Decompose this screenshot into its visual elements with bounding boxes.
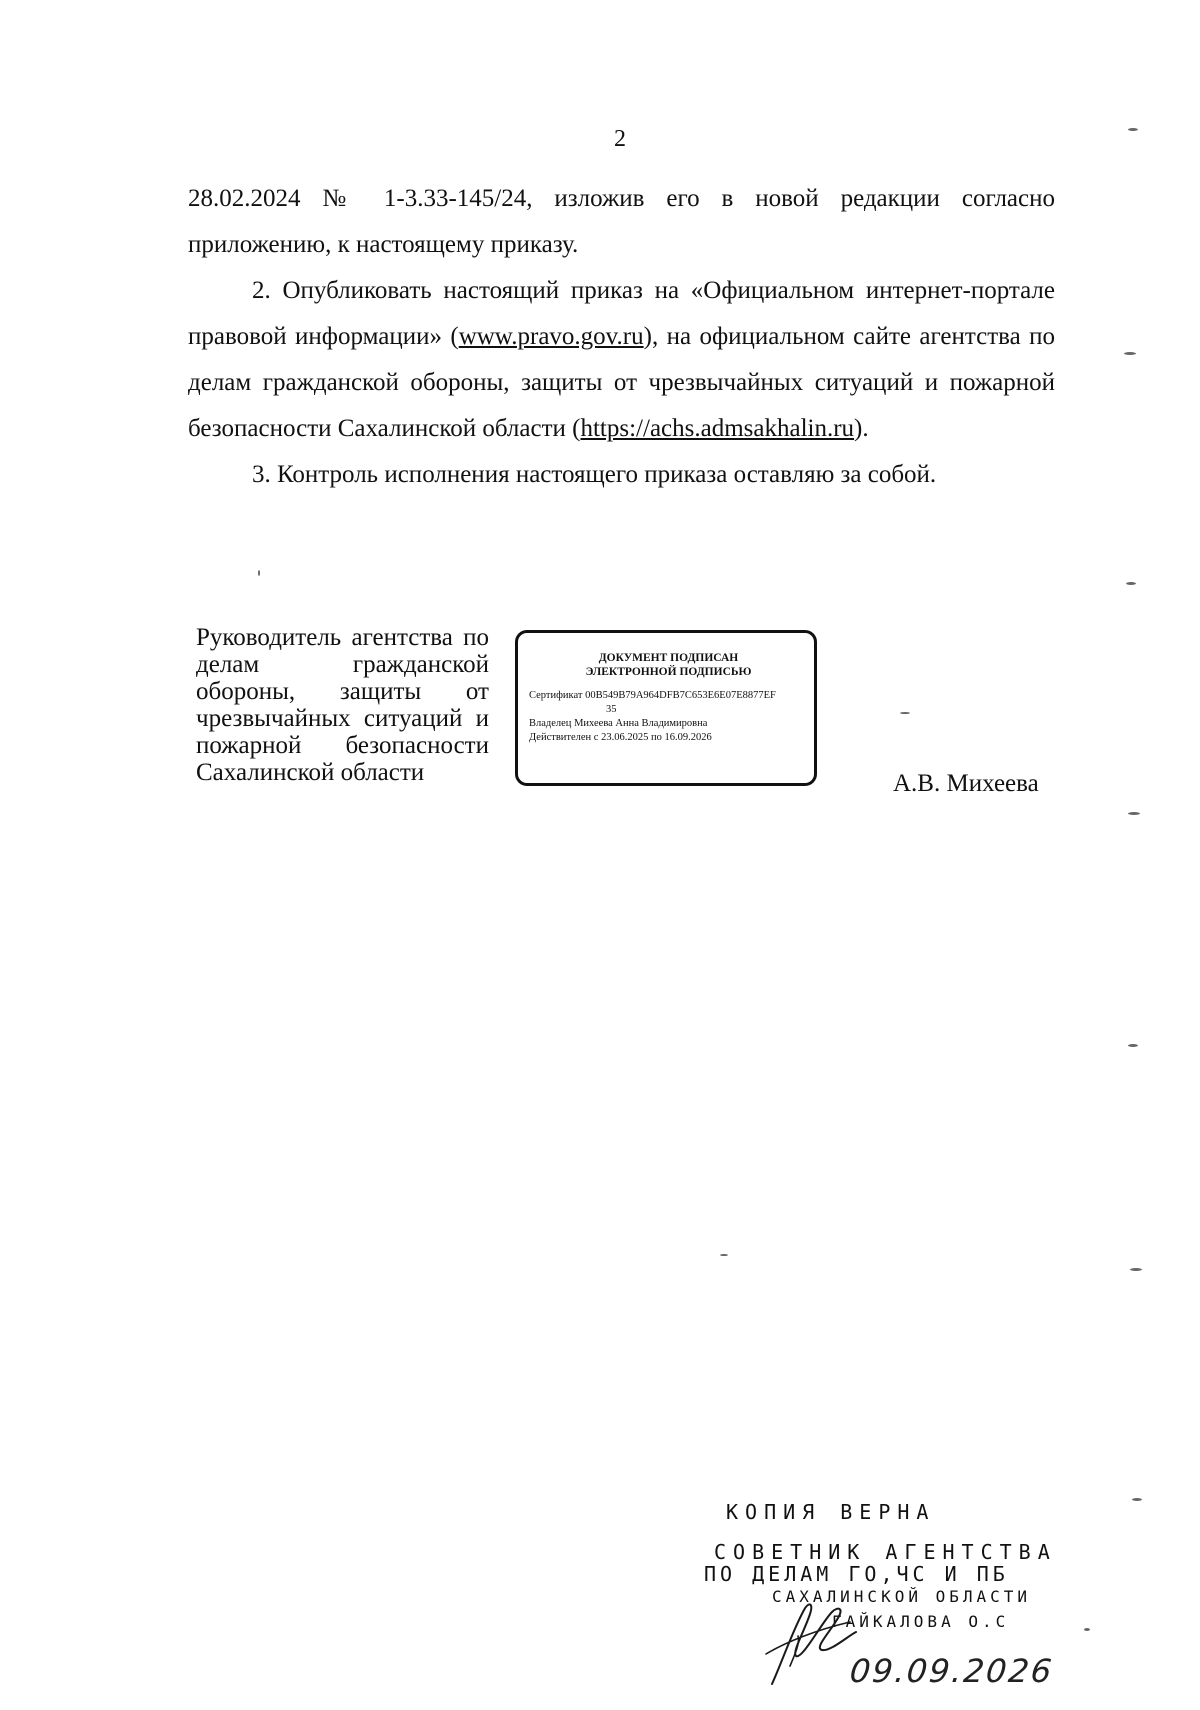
scan-speck: [1128, 1044, 1138, 1047]
page-number: 2: [614, 126, 626, 152]
paragraph-3-control: 3. Контроль исполнения настоящего приказа оставляю за собой.: [252, 461, 937, 488]
stamp-heading: [529, 651, 808, 679]
stamp-owner-line: [529, 717, 808, 731]
scan-speck: [258, 570, 260, 576]
handwritten-date: 09.09.2026: [848, 1652, 1056, 1690]
certifier-position-line-2: ПО ДЕЛАМ ГО,ЧС И ПБ: [704, 1562, 1009, 1586]
certifier-position-line-3: САХАЛИНСКОЙ ОБЛАСТИ: [772, 1587, 1032, 1606]
stamp-heading-line-2: ЭЛЕКТРОННОЙ ПОДПИСЬЮ: [585, 666, 752, 678]
pravo-link: www.pravo.gov.ru: [458, 323, 644, 350]
copy-verified-label: КОПИЯ ВЕРНА: [726, 1500, 936, 1524]
certifier-name: ГАЙКАЛОВА О.С: [832, 1612, 1010, 1631]
stamp-owner-label: Владелец: [529, 718, 572, 729]
stamp-certificate-line: [529, 689, 808, 717]
handwritten-signature: [752, 1592, 862, 1692]
scan-speck: [720, 1254, 728, 1256]
document-body: [188, 176, 1055, 498]
scan-speck: [1128, 128, 1138, 131]
stamp-owner-value: Михеева Анна Владимировна: [574, 718, 708, 729]
scan-speck: [1132, 1498, 1142, 1501]
stamp-validity-line: Действителен с 23.06.2025 по 16.09.2026: [529, 732, 712, 743]
paragraph-2-prefix: 2. Опубликовать настоящий приказ на «Официальном интернет-портале правовой информации» (: [188, 277, 1055, 350]
stamp-certificate-value-cont: 35: [606, 704, 617, 715]
scan-speck: [1130, 1268, 1142, 1271]
paragraph-2-suffix: ).: [854, 415, 869, 442]
scan-speck: [900, 712, 910, 714]
stamp-certificate-value: 00B549B79A964DFB7C653E6E07E8877EF: [585, 690, 776, 701]
signer-name: А.В. Михеева: [893, 770, 1039, 797]
achs-link: https://achs.admsakhalin.ru: [580, 415, 855, 442]
scan-speck: [1128, 812, 1140, 815]
scan-speck: [1124, 352, 1136, 355]
signer-position-title: Руководитель агентства по делам гражданской обороны, защиты от чрезвычайных ситуаций и пожарной безопасности Сахалинской области: [196, 624, 489, 786]
electronic-signature-stamp: [515, 630, 817, 786]
stamp-heading-line-1: ДОКУМЕНТ ПОДПИСАН: [598, 652, 739, 664]
paragraph-1-continuation: 28.02.2024 № 1-3.33-145/24, изложив его в новой редакции согласно приложению, к настоящему приказу.: [188, 185, 1055, 258]
certifier-position-line-1: СОВЕТНИК АГЕНТСТВА: [714, 1540, 1057, 1564]
scan-speck: [1084, 1628, 1090, 1631]
scan-speck: [1126, 582, 1136, 585]
stamp-certificate-label: Сертификат: [529, 690, 583, 701]
paragraph-2-middle: ), на официальном сайте агентства по делам гражданской обороны, защиты от чрезвычайных ситуаций и пожарной безопасности Сахалинской области (: [188, 323, 1055, 442]
paragraph-2-publication: [188, 268, 1055, 452]
